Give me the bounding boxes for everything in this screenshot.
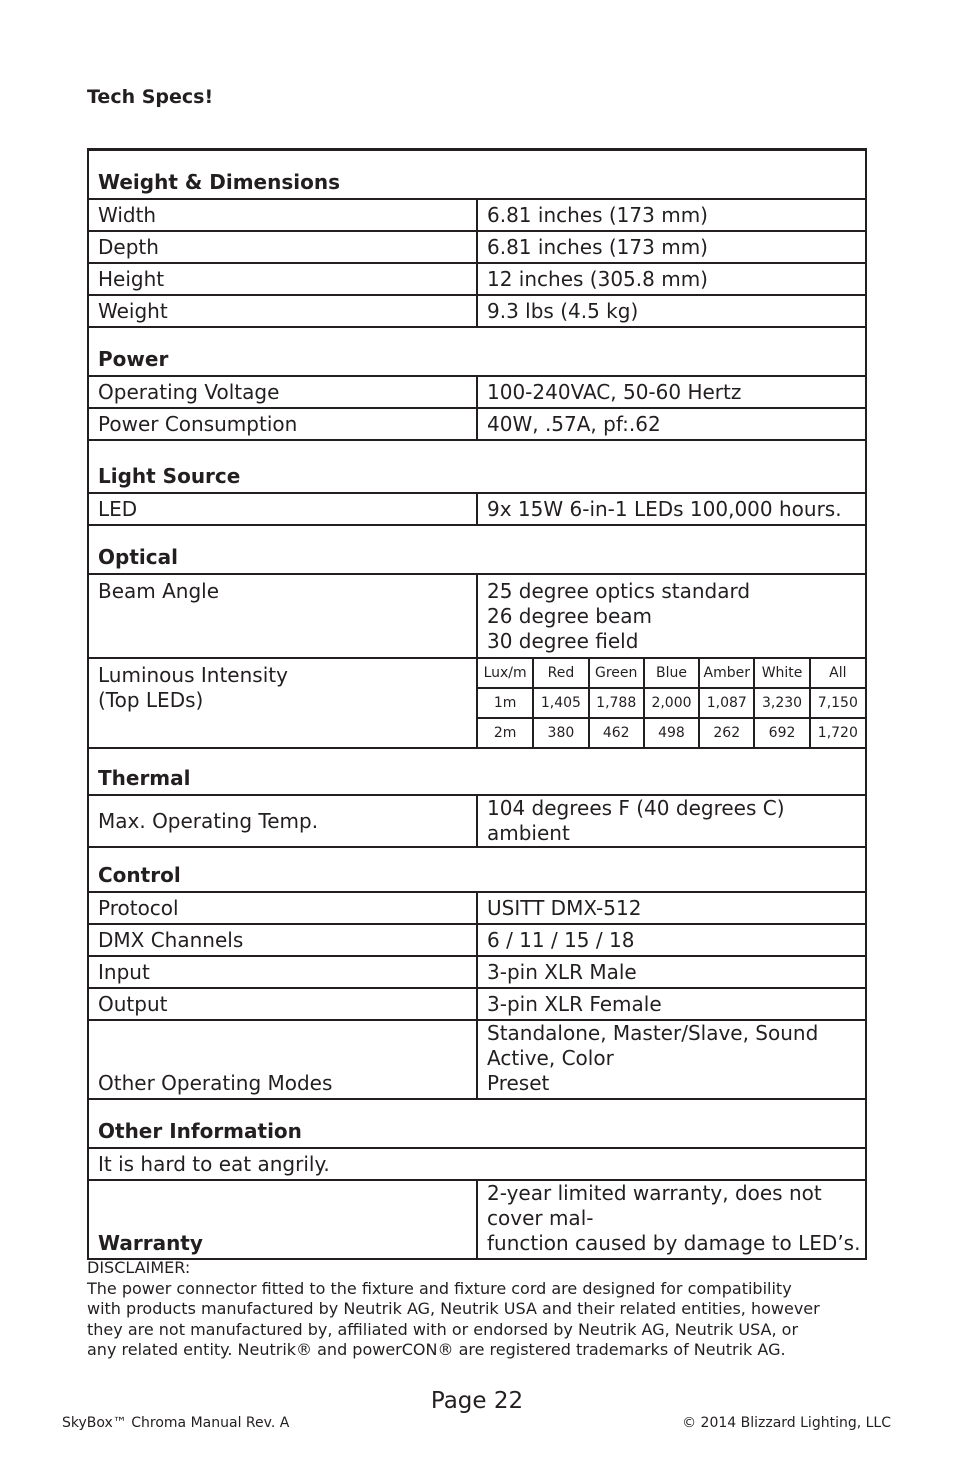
spec-label: Protocol xyxy=(88,892,477,924)
lux-cell: 1,720 xyxy=(810,718,865,747)
page-number: Page 22 xyxy=(430,1388,524,1414)
spec-value: 6 / 11 / 15 / 18 xyxy=(477,924,866,956)
lux-row xyxy=(478,688,865,718)
spec-value: 40W, .57A, pf:.62 xyxy=(477,408,866,440)
beam-line: 30 degree field xyxy=(487,629,639,653)
spec-row-output xyxy=(88,988,866,1020)
disclaimer-line: any related entity. Neutrik® and powerCON® are registered trademarks of Neutrik AG. xyxy=(87,1340,786,1359)
spec-label: Operating Voltage xyxy=(88,376,477,408)
spec-label: DMX Channels xyxy=(88,924,477,956)
lux-cell: 262 xyxy=(699,718,754,747)
lux-table xyxy=(478,659,865,747)
spec-value: 3-pin XLR Male xyxy=(477,956,866,988)
lux-cell: 462 xyxy=(589,718,644,747)
beam-line: 25 degree optics standard xyxy=(487,579,751,603)
spec-label: Height xyxy=(88,263,477,295)
lux-header-cell: All xyxy=(810,659,865,688)
section-title: Weight & Dimensions xyxy=(88,150,866,200)
modes-line: Preset xyxy=(487,1071,550,1095)
spec-row-max-operating-temp xyxy=(88,795,866,847)
spec-value: USITT DMX-512 xyxy=(477,892,866,924)
footer-manual-title: SkyBox™ Chroma Manual Rev. A xyxy=(62,1415,290,1431)
section-title: Power xyxy=(88,327,866,376)
section-title: Control xyxy=(88,847,866,892)
lux-cell: 2,000 xyxy=(644,688,699,718)
lux-header-cell: Red xyxy=(533,659,588,688)
spec-row-luminous-intensity xyxy=(88,658,866,748)
luminous-label-line: (Top LEDs) xyxy=(98,688,204,712)
spec-value xyxy=(477,1180,866,1259)
modes-line: Standalone, Master/Slave, Sound Active, Color xyxy=(487,1021,819,1070)
disclaimer-line: with products manufactured by Neutrik AG, Neutrik USA and their related entities, however xyxy=(87,1299,820,1318)
spec-row-operating-voltage xyxy=(88,376,866,408)
spec-row-protocol xyxy=(88,892,866,924)
spec-row-note xyxy=(88,1148,866,1180)
spec-value: 6.81 inches (173 mm) xyxy=(477,199,866,231)
spec-label xyxy=(88,658,477,748)
luminous-label-line: Luminous Intensity xyxy=(98,663,288,687)
spec-row-beam-angle xyxy=(88,574,866,658)
spec-value xyxy=(477,1020,866,1099)
spec-note: It is hard to eat angrily. xyxy=(88,1148,866,1180)
spec-row-other-operating-modes xyxy=(88,1020,866,1099)
lux-cell: 692 xyxy=(754,718,809,747)
disclaimer-line: they are not manufactured by, affiliated with or endorsed by Neutrik AG, Neutrik USA, or xyxy=(87,1319,799,1339)
lux-header-cell: Green xyxy=(589,659,644,688)
section-title: Optical xyxy=(88,525,866,574)
lux-header-cell: White xyxy=(754,659,809,688)
spec-label: Max. Operating Temp. xyxy=(88,795,477,847)
spec-value: 6.81 inches (173 mm) xyxy=(477,231,866,263)
footer-copyright: © 2014 Blizzard Lighting, LLC xyxy=(682,1415,891,1431)
lux-cell: 380 xyxy=(533,718,588,747)
lux-cell xyxy=(477,658,866,748)
lux-cell: 2m xyxy=(493,725,517,741)
spec-value: 12 inches (305.8 mm) xyxy=(477,263,866,295)
spec-label: Warranty xyxy=(88,1180,477,1259)
lux-cell: 1,405 xyxy=(533,688,588,718)
lux-header-cell: Blue xyxy=(644,659,699,688)
lux-cell: 1m xyxy=(478,688,533,718)
lux-cell: 1,087 xyxy=(699,688,754,718)
lux-cell: 498 xyxy=(644,718,699,747)
section-optical xyxy=(88,525,866,574)
spec-label: Power Consumption xyxy=(88,408,477,440)
section-weight-dimensions xyxy=(88,150,866,200)
disclaimer-title: DISCLAIMER: xyxy=(87,1258,191,1277)
spec-value: 3-pin XLR Female xyxy=(477,988,866,1020)
spec-value: 9x 15W 6-in-1 LEDs 100,000 hours. xyxy=(477,493,866,525)
lux-cell: 1,788 xyxy=(589,688,644,718)
warranty-line: 2-year limited warranty, does not cover mal- xyxy=(487,1181,822,1230)
lux-header-row xyxy=(478,659,865,688)
spec-label: LED xyxy=(88,493,477,525)
lux-header-cell: Amber xyxy=(699,659,754,688)
section-title: Thermal xyxy=(88,748,866,795)
spec-label: Input xyxy=(88,956,477,988)
spec-row-depth xyxy=(88,231,866,263)
lux-cell: 3,230 xyxy=(754,688,809,718)
spec-row-power-consumption xyxy=(88,408,866,440)
spec-label: Depth xyxy=(88,231,477,263)
beam-line: 26 degree beam xyxy=(487,604,652,628)
disclaimer-line: The power connector fitted to the fixture and fixture cord are designed for compatibility xyxy=(87,1278,792,1298)
lux-row xyxy=(478,718,865,747)
section-control xyxy=(88,847,866,892)
lux-header-cell: Lux/m xyxy=(478,659,533,688)
spec-row-input xyxy=(88,956,866,988)
section-power xyxy=(88,327,866,376)
tech-specs-table xyxy=(87,148,867,1260)
section-title: Other Information xyxy=(88,1099,866,1148)
spec-label: Beam Angle xyxy=(88,574,477,658)
spec-label: Output xyxy=(88,988,477,1020)
spec-label: Other Operating Modes xyxy=(88,1020,477,1099)
section-light-source xyxy=(88,440,866,493)
spec-label: Weight xyxy=(88,295,477,327)
spec-row-weight xyxy=(88,295,866,327)
lux-cell: 7,150 xyxy=(810,688,865,718)
spec-value xyxy=(477,574,866,658)
spec-row-warranty xyxy=(88,1180,866,1259)
spec-row-width xyxy=(88,199,866,231)
page-title: Tech Specs! xyxy=(87,86,214,108)
spec-row-led xyxy=(88,493,866,525)
spec-value: 104 degrees F (40 degrees C) ambient xyxy=(477,795,866,847)
spec-value: 9.3 lbs (4.5 kg) xyxy=(477,295,866,327)
disclaimer xyxy=(87,1258,877,1361)
section-thermal xyxy=(88,748,866,795)
spec-value: 100-240VAC, 50-60 Hertz xyxy=(477,376,866,408)
section-title: Light Source xyxy=(88,440,866,493)
spec-row-dmx-channels xyxy=(88,924,866,956)
warranty-line: function caused by damage to LED’s. xyxy=(487,1231,861,1255)
spec-row-height xyxy=(88,263,866,295)
section-other-information xyxy=(88,1099,866,1148)
spec-label: Width xyxy=(88,199,477,231)
